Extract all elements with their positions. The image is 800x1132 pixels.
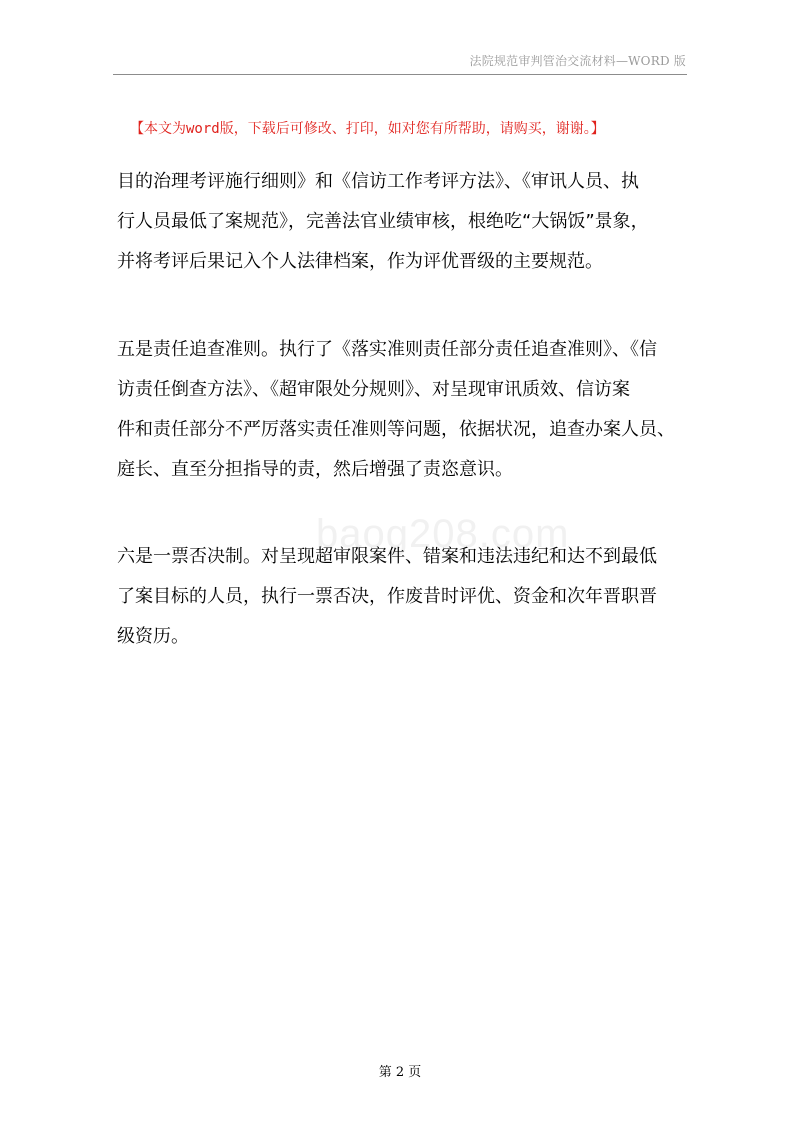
header-title: 法院规范审判管治交流材料—WORD 版	[469, 54, 686, 68]
paragraph-line: 五是责任追查准则。执行了《落实准则责任部分责任追查准则》、《信	[117, 339, 657, 360]
paragraph-line: 了案目标的人员，执行一票否决，作废昔时评优、资金和次年晋职晋	[117, 586, 657, 607]
paragraph-line: 六是一票否决制。对呈现超审限案件、错案和违法违纪和达不到最低	[117, 546, 657, 567]
paragraph-2	[117, 330, 697, 490]
watermark: baog208.com	[316, 512, 570, 556]
purchase-notice: 【本文为word版，下载后可修改、打印，如对您有所帮助，请购买，谢谢。】	[130, 121, 605, 137]
paragraph-1	[117, 162, 697, 282]
header-divider	[113, 74, 687, 75]
paragraph-line: 庭长、直至分担指导的责，然后增强了责恣意识。	[117, 459, 513, 480]
paragraph-line: 级资历。	[117, 626, 189, 647]
page-number: 第 2 页	[378, 1065, 422, 1080]
paragraph-line: 目的治理考评施行细则》和《信访工作考评方法》、《审讯人员、执	[117, 171, 639, 192]
paragraph-line: 访责任倒查方法》、《超审限处分规则》、对呈现审讯质效、信访案	[117, 379, 630, 400]
paragraph-line: 并将考评后果记入个人法律档案，作为评优晋级的主要规范。	[117, 251, 603, 272]
paragraph-line: 件和责任部分不严厉落实责任准则等问题，依据状况，追查办案人员、	[117, 419, 675, 440]
paragraph-3	[117, 537, 697, 657]
paragraph-line: 行人员最低了案规范》，完善法官业绩审核，根绝吃“大锅饭”景象，	[117, 211, 649, 232]
